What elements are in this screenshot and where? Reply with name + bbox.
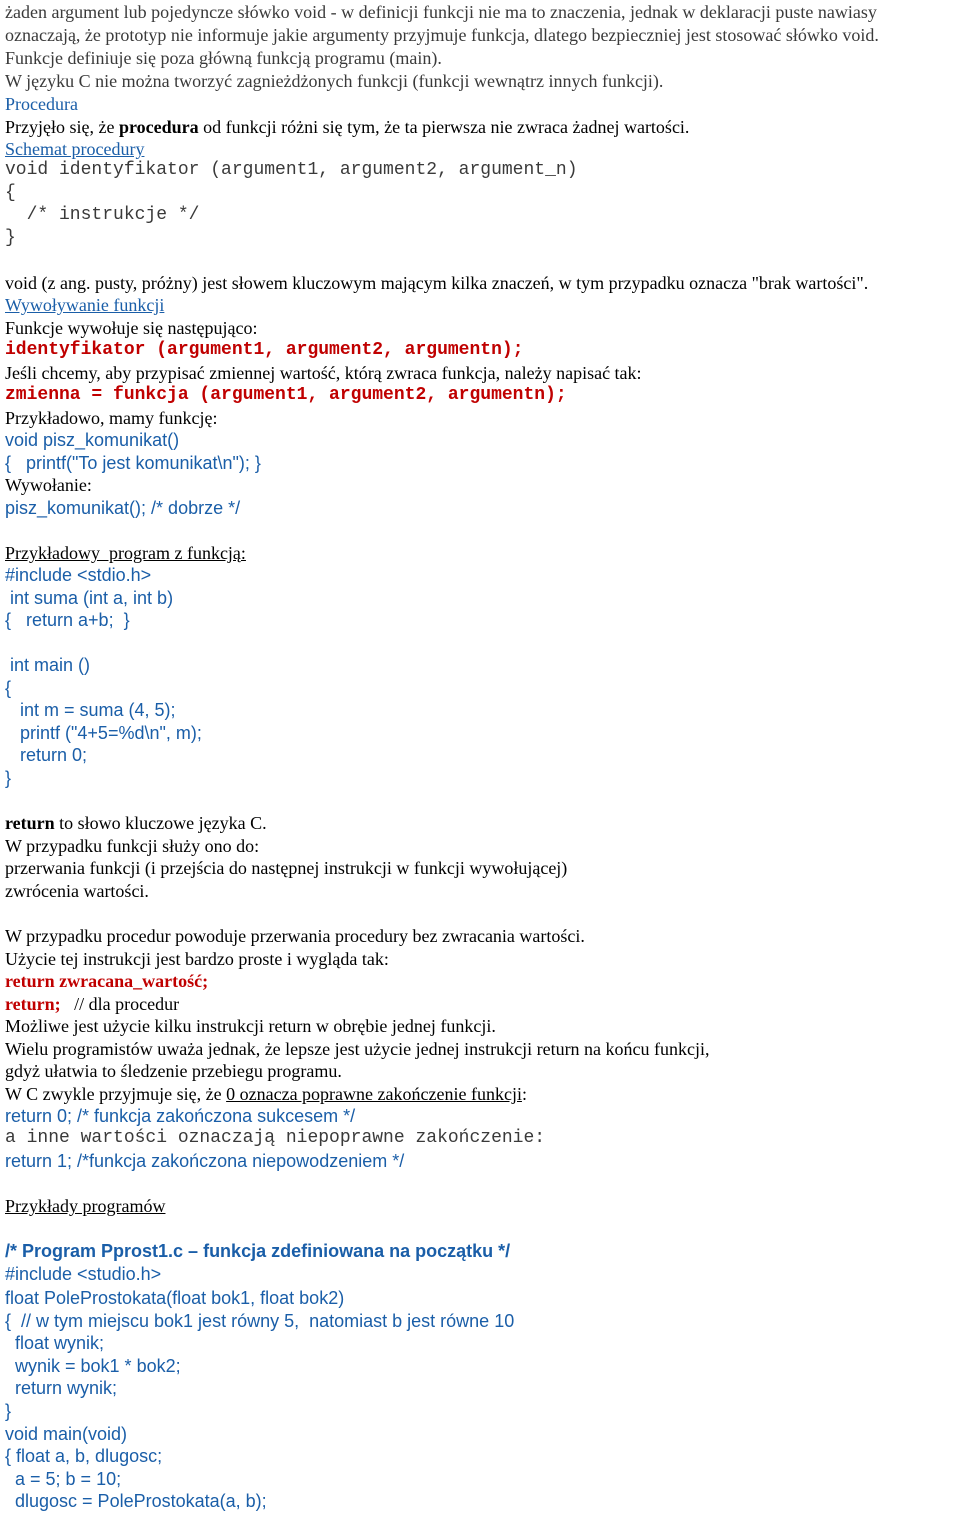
- text-segment: W języku C nie można tworzyć zagnieżdżonych funkcji (funkcji wewnątrz innych funkcji).: [5, 71, 664, 91]
- text-line: [5, 1357, 181, 1375]
- text-segment: return: [5, 813, 55, 833]
- text-segment: int m = suma (4, 5);: [5, 700, 176, 720]
- text-segment: Wywołanie:: [5, 475, 92, 495]
- text-line: [5, 611, 130, 629]
- text-line: [5, 229, 16, 247]
- text-line: [5, 1379, 117, 1397]
- text-segment: return 0; /* funkcja zakończona sukcesem */: [5, 1106, 356, 1126]
- text-line: [5, 341, 523, 359]
- text-segment: { // w tym miejscu bok1 jest równy 5, natomiast b jest równe 10: [5, 1311, 515, 1331]
- text-segment: }: [5, 228, 16, 248]
- text-line: [5, 49, 442, 67]
- text-line: [5, 837, 259, 855]
- text-line: [5, 296, 164, 314]
- text-line: [5, 140, 144, 158]
- text-line: [5, 1107, 355, 1125]
- text-line: [5, 72, 663, 90]
- text-segment: Przykładowy program z funkcją:: [5, 543, 246, 563]
- text-line: [5, 1402, 11, 1420]
- text-segment: return 1; /*funkcja zakończona niepowodzeniem */: [5, 1151, 405, 1171]
- text-segment: float wynik;: [5, 1333, 105, 1353]
- text-line: [5, 972, 208, 990]
- text-line: [5, 656, 90, 674]
- text-segment: gdyż ułatwia to śledzenie przebiegu programu.: [5, 1061, 342, 1081]
- text-line: [5, 1085, 527, 1103]
- text-line: [5, 431, 179, 449]
- text-segment: /* Program Pprost1.c – funkcja zdefiniowana na początku */: [5, 1241, 511, 1261]
- text-segment: zmienna = funkcja (argument1, argument2, argumentn);: [5, 385, 567, 405]
- text-segment: /* instrukcje */: [5, 205, 200, 225]
- text-line: [5, 386, 567, 404]
- text-line: [5, 1197, 165, 1215]
- text-segment: { printf("To jest komunikat\n"); }: [5, 453, 261, 473]
- text-segment: dlugosc = PoleProstokata(a, b);: [5, 1491, 267, 1511]
- text-segment: W przypadku funkcji służy ono do:: [5, 836, 260, 856]
- text-line: [5, 995, 179, 1013]
- text-line: [5, 1289, 344, 1307]
- text-line: [5, 566, 151, 584]
- text-line: [5, 950, 389, 968]
- text-segment: wynik = bok1 * bok2;: [5, 1356, 181, 1376]
- text-segment: void (z ang. pusty, próżny) jest słowem kluczowym mającym kilka znaczeń, w tym przypadku oznacza "brak wartości".: [5, 273, 869, 293]
- text-segment: Przykłady programów: [5, 1196, 166, 1216]
- text-line: [5, 26, 879, 44]
- text-segment: int suma (int a, int b): [5, 588, 174, 608]
- text-line: [5, 746, 87, 764]
- text-segment: void pisz_komunikat(): [5, 430, 180, 450]
- text-segment: to słowo kluczowe języka C.: [54, 813, 267, 833]
- text-segment: zwrócenia wartości.: [5, 881, 149, 901]
- text-line: [5, 1334, 104, 1352]
- text-line: [5, 476, 92, 494]
- text-line: [5, 95, 78, 113]
- text-segment: Schemat procedury: [5, 139, 145, 159]
- text-segment: od funkcji różni się tym, że ta pierwsza nie zwraca żadnej wartości.: [198, 117, 690, 137]
- text-segment: pisz_komunikat(); /* dobrze */: [5, 498, 241, 518]
- text-segment: }: [5, 768, 12, 788]
- text-segment: oznaczają, że prototyp nie informuje jakie argumenty przyjmuje funkcja, dlatego bezpieczniej jest stosować słówko void.: [5, 25, 879, 45]
- text-segment: Procedura: [5, 94, 78, 114]
- text-segment: żaden argument lub pojedyncze słówko void - w definicji funkcji nie ma to znaczenia, jednak w deklaracji puste nawiasy: [5, 2, 877, 22]
- text-line: [5, 409, 217, 427]
- text-line: [5, 274, 868, 292]
- text-line: [5, 364, 642, 382]
- text-line: [5, 161, 578, 179]
- text-segment: Wielu programistów uważa jednak, że lepsze jest użycie jednej instrukcji return na końcu funkcji,: [5, 1039, 710, 1059]
- text-line: [5, 499, 240, 517]
- text-segment: Użycie tej instrukcji jest bardzo proste i wygląda tak:: [5, 949, 389, 969]
- text-line: [5, 1425, 127, 1443]
- text-segment: a = 5; b = 10;: [5, 1469, 122, 1489]
- text-segment: Funkcje definiuje się poza główną funkcją programu (main).: [5, 48, 442, 68]
- text-line: [5, 589, 173, 607]
- text-segment: void identyfikator (argument1, argument2, argument_n): [5, 160, 578, 180]
- text-segment: Jeśli chcemy, aby przypisać zmiennej wartość, którą zwraca funkcja, należy napisać tak:: [5, 363, 642, 383]
- text-segment: 0 oznacza poprawne zakończenie funkcji: [226, 1084, 522, 1104]
- text-segment: W przypadku procedur powoduje przerwania procedury bez zwracania wartości.: [5, 926, 585, 946]
- text-line: [5, 679, 11, 697]
- text-line: [5, 1242, 510, 1260]
- text-segment: return wynik;: [5, 1378, 118, 1398]
- text-line: [5, 1017, 496, 1035]
- text-line: [5, 1470, 121, 1488]
- text-segment: void main(void): [5, 1424, 128, 1444]
- text-line: [5, 1447, 162, 1465]
- text-segment: float PoleProstokata(float bok1, float bok2): [5, 1288, 345, 1308]
- text-segment: #include <studio.h>: [5, 1264, 162, 1284]
- text-line: [5, 1062, 342, 1080]
- text-segment: {: [5, 183, 16, 203]
- text-line: [5, 454, 261, 472]
- text-segment: W C zwykle przyjmuje się, że: [5, 1084, 227, 1104]
- text-line: [5, 1312, 514, 1330]
- text-segment: {: [5, 678, 12, 698]
- text-line: [5, 814, 267, 832]
- text-line: [5, 1492, 267, 1510]
- text-segment: przerwania funkcji (i przejścia do następnej instrukcji w funkcji wywołującej): [5, 858, 568, 878]
- text-segment: #include <stdio.h>: [5, 565, 152, 585]
- text-segment: }: [5, 1401, 12, 1421]
- text-segment: return 0;: [5, 745, 88, 765]
- text-line: [5, 724, 202, 742]
- text-line: [5, 927, 585, 945]
- text-line: [5, 882, 149, 900]
- text-segment: Wywoływanie funkcji: [5, 295, 165, 315]
- text-line: [5, 206, 199, 224]
- text-segment: :: [521, 1084, 527, 1104]
- text-line: [5, 859, 567, 877]
- text-line: [5, 118, 689, 136]
- text-segment: Przyjęło się, że: [5, 117, 119, 137]
- text-segment: return;: [5, 994, 61, 1014]
- text-line: [5, 184, 16, 202]
- text-line: [5, 544, 246, 562]
- text-segment: a inne wartości oznaczają niepoprawne zakończenie:: [5, 1128, 546, 1148]
- text-line: [5, 1152, 404, 1170]
- text-segment: { return a+b; }: [5, 610, 130, 630]
- text-segment: Przykładowo, mamy funkcję:: [5, 408, 218, 428]
- text-line: [5, 769, 11, 787]
- text-segment: Możliwe jest użycie kilku instrukcji return w obrębie jednej funkcji.: [5, 1016, 496, 1036]
- text-segment: // dla procedur: [60, 994, 180, 1014]
- text-line: [5, 701, 176, 719]
- text-segment: Funkcje wywołuje się następująco:: [5, 318, 258, 338]
- text-line: [5, 1129, 545, 1147]
- text-line: [5, 1040, 710, 1058]
- text-segment: identyfikator (argument1, argument2, argumentn);: [5, 340, 524, 360]
- text-segment: return zwracana_wartość;: [5, 971, 209, 991]
- text-line: [5, 319, 257, 337]
- text-segment: procedura: [118, 117, 199, 137]
- text-segment: int main (): [5, 655, 91, 675]
- text-segment: printf ("4+5=%d\n", m);: [5, 723, 202, 743]
- text-line: [5, 1265, 161, 1283]
- text-segment: { float a, b, dlugosc;: [5, 1446, 163, 1466]
- text-line: [5, 3, 877, 21]
